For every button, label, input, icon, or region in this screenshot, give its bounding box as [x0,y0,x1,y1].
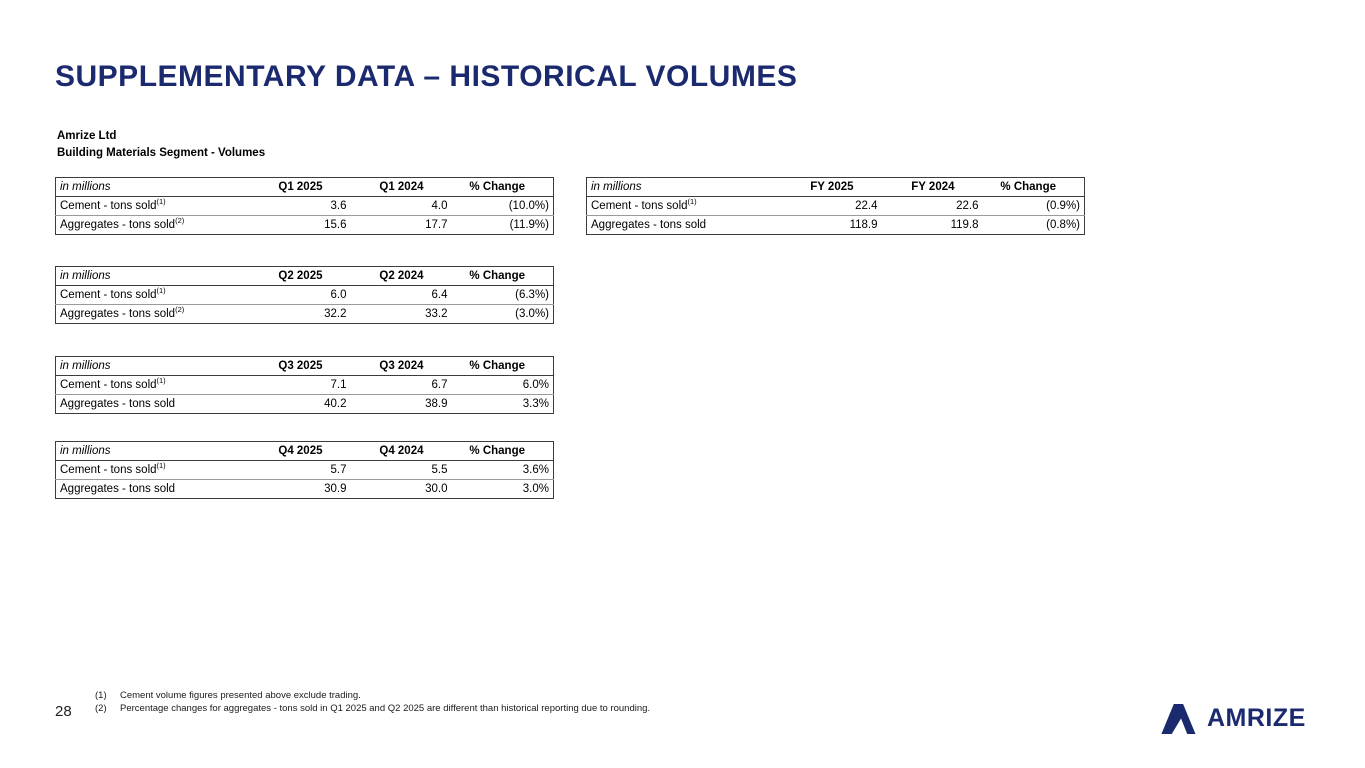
amrize-logo-text: AMRIZE [1207,704,1306,732]
table-row-aggregates [56,216,554,235]
footnote-ref: (1) [687,197,697,207]
col-header-units: in millions [56,357,264,376]
col-header-change: % Change [452,357,554,376]
value-current: 15.6 [324,219,347,231]
footnote-ref: (2) [175,216,185,226]
row-label-cell [56,197,264,216]
col-header-change: % Change [452,267,554,286]
value-change: (0.9%) [983,197,1085,216]
row-label: Aggregates - tons sold [60,219,176,231]
volume-table-fy [586,177,1085,235]
row-label-cell [56,286,264,305]
value-current: 118.9 [849,219,878,231]
col-header-change: % Change [452,178,554,197]
col-header-prior-period: Q1 2024 [351,178,452,197]
row-label: Cement - tons sold [60,464,157,476]
row-label-cell [56,376,264,395]
table-row-cement [56,376,554,395]
col-header-prior-period: FY 2024 [882,178,983,197]
table-header-row [56,178,554,197]
footnote-1-marker: (1) [95,690,107,701]
value-prior: 17.7 [425,219,448,231]
amrize-mountain-icon [1161,703,1199,734]
footnote-ref: (2) [175,305,185,315]
value-change: (11.9%) [509,219,549,231]
value-change: (0.8%) [1046,219,1080,231]
col-header-change: % Change [983,178,1085,197]
segment-name: Building Materials Segment - Volumes [57,147,266,159]
value-change: 6.0% [452,376,554,395]
page-number: 28 [55,703,72,720]
value-prior: 38.9 [425,398,448,410]
value-current: 5.7 [264,461,351,480]
volume-table-q1 [55,177,554,235]
table-row-aggregates [56,305,554,324]
col-header-units: in millions [56,442,264,461]
value-current: 3.6 [264,197,351,216]
row-label-cell [56,395,264,414]
value-current: 6.0 [264,286,351,305]
row-label-cell [587,216,795,235]
value-current: 30.9 [324,483,347,495]
table-header-row [56,267,554,286]
col-header-current-period: Q1 2025 [264,178,351,197]
col-header-prior-period: Q4 2024 [351,442,452,461]
col-header-current-period: Q3 2025 [264,357,351,376]
row-label: Cement - tons sold [591,200,688,212]
col-header-current-period: FY 2025 [795,178,882,197]
table-header-row [56,442,554,461]
page-title: SUPPLEMENTARY DATA – HISTORICAL VOLUMES [55,60,798,93]
value-prior: 6.7 [351,376,452,395]
row-label-cell [56,480,264,499]
table-row-aggregates [56,395,554,414]
value-change: 3.3% [522,398,549,410]
value-prior: 6.4 [351,286,452,305]
row-label-cell [56,305,264,324]
col-header-prior-period: Q2 2024 [351,267,452,286]
col-header-units: in millions [587,178,795,197]
table-header-row [56,357,554,376]
table-row-aggregates [56,480,554,499]
footnote-ref: (1) [156,197,166,207]
value-change: (3.0%) [515,308,549,320]
row-label: Aggregates - tons sold [60,483,176,495]
col-header-prior-period: Q3 2024 [351,357,452,376]
value-change: 3.0% [522,483,549,495]
col-header-current-period: Q4 2025 [264,442,351,461]
footnote-ref: (1) [156,461,166,471]
footnote-ref: (1) [156,376,166,386]
table-caption [57,128,265,162]
row-label: Cement - tons sold [60,289,157,301]
row-label-cell [56,461,264,480]
value-prior: 22.6 [882,197,983,216]
value-current: 32.2 [324,308,347,320]
footnote-1 [95,690,650,703]
value-prior: 33.2 [425,308,448,320]
row-label: Aggregates - tons sold [60,308,176,320]
col-header-change: % Change [452,442,554,461]
value-change: 3.6% [452,461,554,480]
volume-table-q3 [55,356,554,414]
value-prior: 4.0 [351,197,452,216]
col-header-units: in millions [56,178,264,197]
col-header-current-period: Q2 2025 [264,267,351,286]
col-header-units: in millions [56,267,264,286]
company-name: Amrize Ltd [57,130,117,142]
table-row-cement [56,286,554,305]
value-prior: 30.0 [425,483,448,495]
row-label-cell [587,197,795,216]
footnotes [95,690,650,715]
footnote-2-text: Percentage changes for aggregates - tons sold in Q1 2025 and Q2 2025 are different than historical reporting due to rounding. [120,702,651,714]
row-label: Aggregates - tons sold [591,219,707,231]
amrize-logo [1161,703,1306,734]
table-row-cement [56,197,554,216]
footnote-ref: (1) [156,286,166,296]
value-prior: 119.8 [950,219,979,231]
volume-table-q2 [55,266,554,324]
table-header-row [587,178,1085,197]
row-label: Aggregates - tons sold [60,398,176,410]
value-prior: 5.5 [351,461,452,480]
volume-table-q4 [55,441,554,499]
value-current: 22.4 [795,197,882,216]
table-row-cement [587,197,1085,216]
row-label: Cement - tons sold [60,379,157,391]
footnote-2-marker: (2) [95,702,107,714]
row-label: Cement - tons sold [60,200,157,212]
table-row-aggregates [587,216,1085,235]
footnote-1-text: Cement volume figures presented above exclude trading. [120,690,361,701]
value-current: 40.2 [324,398,347,410]
value-change: (6.3%) [452,286,554,305]
value-change: (10.0%) [452,197,554,216]
value-current: 7.1 [264,376,351,395]
footnote-2 [95,703,650,716]
row-label-cell [56,216,264,235]
table-row-cement [56,461,554,480]
